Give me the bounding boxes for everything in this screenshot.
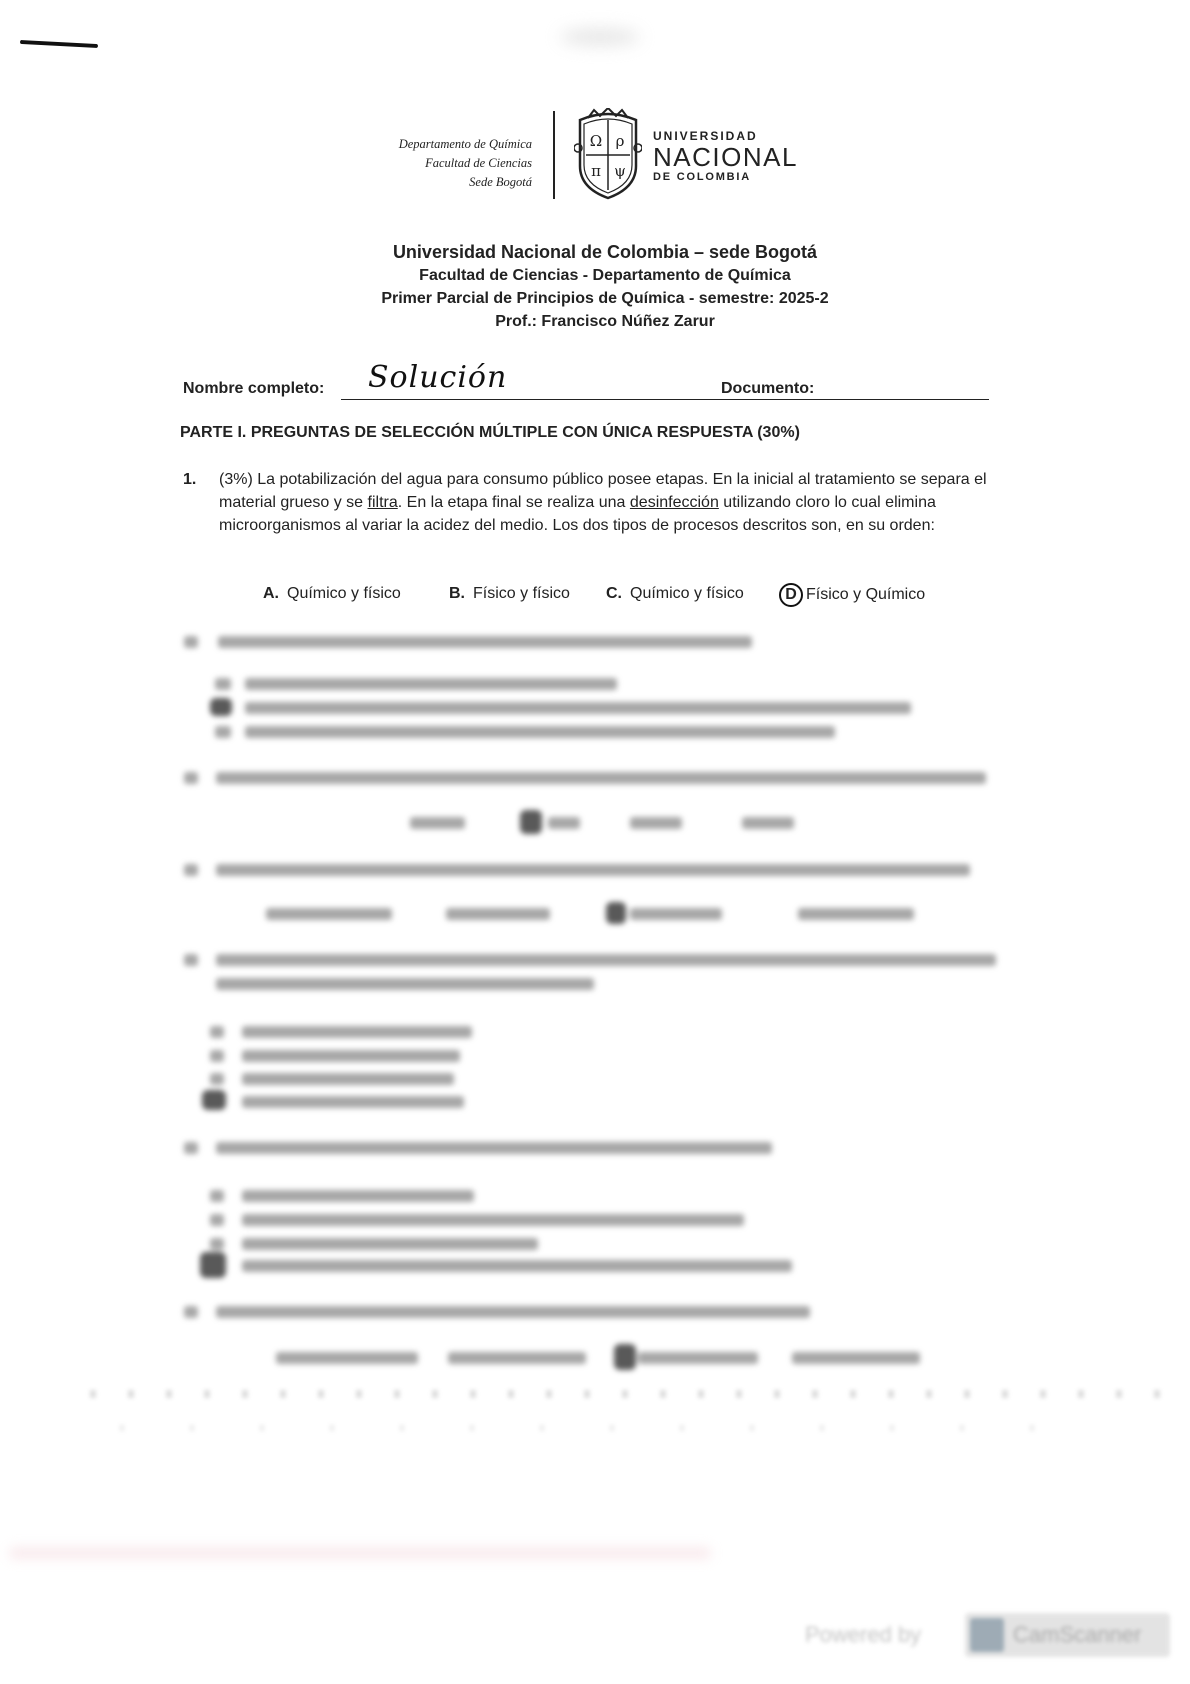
logo-line-2: NACIONAL: [653, 142, 798, 172]
name-label: Nombre completo:: [183, 380, 325, 397]
underlined-word: filtra: [367, 494, 398, 511]
underlined-word: desinfección: [629, 494, 719, 511]
exam-name: Primer Parcial de Principios de Química - semestre: 2025-2: [381, 290, 829, 307]
question-number: 1.: [183, 471, 197, 488]
option-key: A.: [263, 585, 279, 602]
scan-noise: [120, 1425, 1100, 1431]
exam-faculty: Facultad de Ciencias - Departamento de Química: [419, 267, 791, 284]
watermark-powered-by: Powered by: [805, 1622, 922, 1647]
dept-line: Departamento de Química: [398, 137, 532, 151]
option-text: Químico y físico: [287, 585, 401, 602]
circled-option-key: D: [779, 583, 803, 607]
option-key: C.: [606, 585, 622, 602]
logo-line-3: DE COLOMBIA: [653, 171, 752, 183]
question-text-part: utilizando cloro lo cual elimina microorganismos al variar la acidez del medio. Los dos tipos de procesos descritos son, en su orden:: [219, 494, 936, 534]
dept-line: Facultad de Ciencias: [425, 156, 532, 170]
shield-glyph: ψ: [614, 162, 626, 180]
shield-glyph: ρ: [615, 132, 625, 150]
option-text: Químico y físico: [630, 585, 744, 602]
scanner-watermark: [805, 1610, 1175, 1660]
scan-color-band: [10, 1548, 710, 1558]
exam-professor: Prof.: Francisco Núñez Zarur: [495, 313, 715, 330]
exam-title: Universidad Nacional de Colombia – sede Bogotá: [392, 242, 818, 262]
logo-line-1: UNIVERSIDAD: [653, 129, 758, 143]
shield-glyph: Ω: [589, 132, 603, 150]
question-text-part: . En la etapa final se realiza una: [397, 494, 630, 511]
question-text-part: (3%) La potabilización del agua para consumo público posee etapas. En la inicial al tratamiento se separa el material grueso y se: [219, 471, 987, 511]
option-text: Físico y Químico: [806, 586, 926, 603]
watermark-app-name: CamScanner: [1013, 1622, 1142, 1647]
scan-noise: [90, 1390, 1170, 1398]
option-key: B.: [449, 585, 465, 602]
shield-glyph: π: [591, 162, 601, 180]
part-title: PARTE I. PREGUNTAS DE SELECCIÓN MÚLTIPLE CON ÚNICA RESPUESTA (30%): [180, 424, 800, 441]
handwritten-name: Solución: [368, 360, 508, 395]
option-text: Físico y físico: [473, 585, 570, 602]
document-label: Documento:: [721, 380, 815, 397]
camscanner-icon: [970, 1618, 1004, 1652]
dept-line: Sede Bogotá: [469, 175, 532, 189]
